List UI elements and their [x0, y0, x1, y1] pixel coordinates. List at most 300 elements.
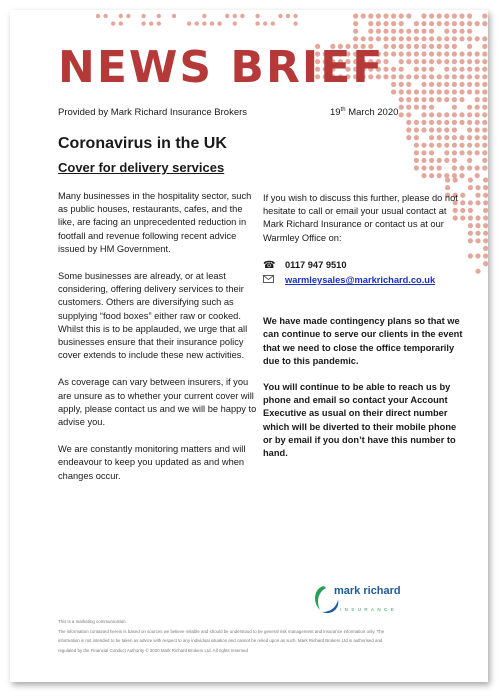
decor-dot — [421, 89, 426, 94]
decor-dot — [421, 13, 426, 18]
decor-dot — [482, 74, 487, 79]
decor-dot — [414, 51, 419, 56]
decor-dot — [421, 82, 426, 87]
decor-dot — [467, 105, 472, 110]
decor-dot — [452, 120, 457, 125]
decor-dot — [437, 97, 442, 102]
paragraph-coverage: As coverage can vary between insurers, if you are unsure as to whether your current cover will apply, please contact us and we will be happy to advise you. — [58, 377, 257, 428]
email-link[interactable]: warmleysales@markrichard.co.uk — [285, 275, 436, 286]
decor-dot — [414, 143, 419, 148]
footer-line: regulated by the Financial Conduct Authority © 2020 Mark Richard Brokers Ltd. All rights reserved — [58, 647, 248, 653]
decor-dot — [475, 74, 480, 79]
decor-dot — [391, 44, 396, 49]
decor-dot — [414, 44, 419, 49]
decor-dot — [111, 21, 115, 25]
decor-dot — [421, 150, 426, 155]
decor-dot — [421, 44, 426, 49]
decor-dot — [414, 74, 419, 79]
decor-dot — [475, 231, 480, 236]
decor-dot — [421, 21, 426, 26]
decor-dot — [286, 14, 290, 18]
decor-dot — [421, 36, 426, 41]
decor-dot — [96, 14, 100, 18]
reach-us-notice: You will continue to be able to reach us by phone and email so contact your Account Executive as usual on their direct number which will be diverted to their mobile phone or by email if you don’t have this number to hand. — [263, 382, 457, 459]
decor-dot — [459, 112, 464, 117]
decor-dot — [483, 177, 488, 182]
decor-dot — [437, 173, 442, 178]
decor-dot — [406, 89, 411, 94]
decor-dot — [391, 67, 396, 72]
decor-dot — [444, 97, 449, 102]
decor-dot — [459, 67, 464, 72]
decor-dot — [482, 105, 487, 110]
decor-dot — [459, 13, 464, 18]
phone-number[interactable]: 0117 947 9510 — [285, 259, 347, 270]
decor-dot — [452, 82, 457, 87]
decor-dot — [210, 21, 214, 25]
decor-dot — [444, 89, 449, 94]
decor-dot — [429, 36, 434, 41]
decor-dot — [444, 51, 449, 56]
decor-dot — [429, 89, 434, 94]
decor-dot — [157, 14, 161, 18]
decor-dot — [406, 59, 411, 64]
decor-dot — [467, 165, 472, 170]
decor-dot — [483, 261, 488, 266]
decor-dot — [429, 120, 434, 125]
decor-dot — [368, 21, 373, 26]
decor-dot — [475, 59, 480, 64]
decor-dot — [429, 74, 434, 79]
decor-dot — [429, 105, 434, 110]
decor-dot — [414, 120, 419, 125]
decor-dot — [482, 44, 487, 49]
decor-dot — [468, 215, 473, 220]
decor-dot — [437, 112, 442, 117]
decor-dot — [406, 36, 411, 41]
decor-dot — [452, 105, 457, 110]
issue-date: 19th March 2020 — [330, 107, 399, 119]
decor-dot — [429, 51, 434, 56]
decor-dot — [482, 59, 487, 64]
decor-dot — [421, 173, 426, 178]
decor-dot — [391, 82, 396, 87]
decor-dot — [391, 36, 396, 41]
decor-dot — [437, 158, 442, 163]
decor-dot — [399, 112, 404, 117]
decor-dot — [467, 89, 472, 94]
decor-dot — [437, 36, 442, 41]
decor-dot — [429, 127, 434, 132]
decor-dot — [406, 44, 411, 49]
decor-dot — [475, 105, 480, 110]
decor-dot — [482, 150, 487, 155]
decor-dot — [437, 82, 442, 87]
decor-dot — [483, 231, 488, 236]
decor-dot — [421, 74, 426, 79]
decor-dot — [482, 165, 487, 170]
decor-dot — [406, 29, 411, 34]
decor-dot — [406, 74, 411, 79]
decor-dot — [444, 59, 449, 64]
logo-wordmark: mark richard — [334, 585, 401, 597]
decor-dot — [361, 36, 366, 41]
decor-dot — [157, 21, 161, 25]
decor-dot — [482, 82, 487, 87]
decor-dot — [376, 36, 381, 41]
decor-dot — [467, 143, 472, 148]
decor-dot — [483, 253, 488, 258]
decor-dot — [399, 74, 404, 79]
decor-dot — [406, 97, 411, 102]
decor-dot — [429, 21, 434, 26]
decor-dot — [467, 67, 472, 72]
decor-dot — [467, 13, 472, 18]
decor-dot — [475, 269, 480, 274]
decor-dot — [406, 13, 411, 18]
decor-dot — [399, 67, 404, 72]
decor-dot — [399, 13, 404, 18]
decor-dot — [459, 74, 464, 79]
decor-dot — [437, 21, 442, 26]
decor-dot — [467, 44, 472, 49]
decor-dot — [368, 13, 373, 18]
subheadline: Cover for delivery services — [58, 160, 225, 175]
left-column — [58, 190, 258, 497]
decor-dot — [414, 29, 419, 34]
decor-dot — [421, 127, 426, 132]
logo-subtitle: INSURANCE — [340, 607, 398, 612]
decor-dot — [452, 13, 457, 18]
decor-dot — [271, 21, 275, 25]
decor-dot — [429, 158, 434, 163]
decor-dot — [141, 21, 145, 25]
decor-dot — [444, 82, 449, 87]
phone-row — [263, 259, 463, 272]
decor-dot — [429, 135, 434, 140]
decor-dot — [126, 14, 130, 18]
decor-dot — [468, 208, 473, 213]
decor-dot — [391, 13, 396, 18]
decor-dot — [475, 82, 480, 87]
decor-dot — [383, 13, 388, 18]
decor-dot — [475, 200, 480, 205]
decor-dot — [475, 120, 480, 125]
decor-dot — [444, 44, 449, 49]
decor-dot — [119, 21, 123, 25]
decor-dot — [149, 21, 153, 25]
decor-dot — [187, 21, 191, 25]
decor-dot — [172, 14, 176, 18]
decor-dot — [444, 158, 449, 163]
decor-dot — [421, 97, 426, 102]
decor-dot — [482, 97, 487, 102]
decor-dot — [429, 143, 434, 148]
decor-dot — [414, 127, 419, 132]
decor-dot — [452, 74, 457, 79]
decor-dot — [452, 21, 457, 26]
decor-dot — [452, 89, 457, 94]
decor-dot — [444, 29, 449, 34]
decor-dot — [475, 112, 480, 117]
decor-dot — [482, 89, 487, 94]
decor-dot — [468, 231, 473, 236]
decor-dot — [406, 135, 411, 140]
decor-dot — [368, 36, 373, 41]
decor-dot — [459, 165, 464, 170]
decor-dot — [468, 185, 473, 190]
decor-dot — [475, 173, 480, 178]
contingency-notice: We have made contingency plans so that we can continue to serve our clients in the event that we need to close the office temporarily due to this pandemic. — [263, 316, 463, 366]
decor-dot — [467, 29, 472, 34]
decor-dot — [399, 89, 404, 94]
decor-dot — [444, 120, 449, 125]
decor-dot — [475, 21, 480, 26]
decor-dot — [406, 112, 411, 117]
decor-dot — [421, 143, 426, 148]
email-row — [263, 274, 463, 287]
decor-dot — [437, 135, 442, 140]
decor-dot — [399, 97, 404, 102]
contact-intro: If you wish to discuss this further, please do not hesitate to call or email your usual contact at Mark Richard Insurance or contact us at our Warmley Office on: — [263, 193, 458, 243]
decor-dot — [452, 135, 457, 140]
decor-dot — [459, 150, 464, 155]
decor-dot — [475, 238, 480, 243]
decor-dot — [119, 14, 123, 18]
decor-dot — [452, 127, 457, 132]
decor-dot — [217, 21, 221, 25]
decor-dot — [263, 21, 267, 25]
right-column — [263, 192, 463, 460]
decor-dot — [452, 173, 457, 178]
decor-dot — [459, 82, 464, 87]
decor-dot — [383, 21, 388, 26]
decor-dot — [414, 150, 419, 155]
decor-dot — [225, 14, 229, 18]
decor-dot — [475, 89, 480, 94]
decor-dot — [475, 51, 480, 56]
decor-dot — [444, 143, 449, 148]
decor-dot — [444, 150, 449, 155]
decor-dot — [483, 193, 488, 198]
decor-dot — [467, 59, 472, 64]
decor-dot — [353, 13, 358, 18]
envelope-icon — [263, 274, 279, 287]
decor-dot — [255, 14, 259, 18]
headline: Coronavirus in the UK — [58, 135, 227, 152]
decor-dot — [444, 112, 449, 117]
decor-dot — [445, 185, 450, 190]
decor-dot — [482, 158, 487, 163]
decor-dot — [467, 120, 472, 125]
paragraph-monitoring: We are constantly monitoring matters and will endeavour to keep you updated as and when changes occur. — [58, 444, 246, 481]
decor-dot — [459, 173, 464, 178]
decor-dot — [414, 36, 419, 41]
decor-dot — [383, 29, 388, 34]
decor-dot — [444, 74, 449, 79]
decor-dot — [376, 29, 381, 34]
decor-dot — [361, 13, 366, 18]
decor-dot — [482, 67, 487, 72]
decor-dot — [475, 165, 480, 170]
decor-dot — [459, 89, 464, 94]
decor-dot — [429, 44, 434, 49]
decor-dot — [293, 14, 297, 18]
decor-dot — [429, 173, 434, 178]
decor-dot — [421, 67, 426, 72]
decor-dot — [468, 223, 473, 228]
decor-dot — [444, 67, 449, 72]
decor-dot — [482, 127, 487, 132]
decor-dot — [475, 150, 480, 155]
decor-dot — [202, 14, 206, 18]
decor-dot — [421, 158, 426, 163]
decor-dot — [391, 21, 396, 26]
decor-dot — [468, 177, 473, 182]
decor-dot — [452, 165, 457, 170]
decor-dot — [399, 82, 404, 87]
decor-dot — [468, 238, 473, 243]
decor-dot — [475, 135, 480, 140]
decor-dot — [399, 44, 404, 49]
decor-dot — [452, 143, 457, 148]
decor-dot — [353, 29, 358, 34]
decor-dot — [406, 105, 411, 110]
decor-dot — [429, 165, 434, 170]
decor-dot — [429, 82, 434, 87]
decor-dot — [475, 127, 480, 132]
decor-dot — [240, 14, 244, 18]
decor-dot — [202, 21, 206, 25]
decor-dot — [482, 21, 487, 26]
decor-dot — [391, 51, 396, 56]
footer-line: This is a marketing communication. — [58, 619, 127, 624]
decor-dot — [414, 59, 419, 64]
decor-dot — [453, 177, 458, 182]
footer-line: information is not intended to be taken as advice with respect to any individual situation and cannot be relied upon as such. Mark Richard Brokers Ltd is authorised and — [58, 638, 383, 643]
decor-dot — [429, 112, 434, 117]
decor-dot — [444, 135, 449, 140]
decor-dot — [421, 165, 426, 170]
decor-dot — [467, 135, 472, 140]
decor-dot — [467, 82, 472, 87]
decor-dot — [414, 89, 419, 94]
decor-dot — [353, 36, 358, 41]
decor-dot — [437, 143, 442, 148]
decor-dot — [391, 29, 396, 34]
decor-dot — [483, 223, 488, 228]
decor-dot — [467, 21, 472, 26]
decor-dot — [421, 29, 426, 34]
decor-dot — [475, 223, 480, 228]
decor-dot — [429, 29, 434, 34]
decor-dot — [444, 36, 449, 41]
decor-dot — [444, 13, 449, 18]
decor-dot — [406, 82, 411, 87]
decor-dot — [399, 29, 404, 34]
decor-dot — [141, 14, 145, 18]
decor-dot — [406, 51, 411, 56]
decor-dot — [414, 21, 419, 26]
decor-dot — [399, 105, 404, 110]
decor-dot — [467, 127, 472, 132]
decor-dot — [429, 97, 434, 102]
decor-dot — [195, 21, 199, 25]
decor-dot — [406, 120, 411, 125]
decor-dot — [437, 127, 442, 132]
decor-dot — [444, 127, 449, 132]
decor-dot — [467, 74, 472, 79]
decor-dot — [278, 14, 282, 18]
decor-dot — [437, 74, 442, 79]
decor-dot — [255, 21, 259, 25]
decor-dot — [468, 253, 473, 258]
decor-dot — [444, 173, 449, 178]
decor-dot — [468, 200, 473, 205]
footer-line: The information contained herein is based on sources we believe reliable and should be understood to be general risk management and insurance information only. The — [58, 628, 385, 634]
decor-dot — [482, 51, 487, 56]
decor-dot — [353, 21, 358, 26]
decor-dot — [452, 51, 457, 56]
decor-dot — [399, 36, 404, 41]
decor-dot — [376, 13, 381, 18]
decor-dot — [482, 36, 487, 41]
decor-dot — [467, 112, 472, 117]
footer-disclaimer — [58, 617, 468, 655]
telephone-icon: ☎ — [263, 259, 276, 271]
decor-dot — [475, 253, 480, 258]
decor-dot — [391, 74, 396, 79]
paragraph-delivery: Some businesses are already, or at least considering, offering delivery services to their customers. Others are diversifying such as supplying “food boxes” either raw or cooked. Whilst this is to be applauded, we urge that all businesses ensure that their insurance policy cover extends to include these new activities. — [58, 271, 248, 361]
decor-dot — [452, 150, 457, 155]
decor-dot — [437, 59, 442, 64]
decor-dot — [429, 150, 434, 155]
decor-dot — [233, 21, 237, 25]
decor-dot — [452, 112, 457, 117]
decor-dot — [399, 59, 404, 64]
decor-dot — [452, 36, 457, 41]
paragraph-hospitality: Many businesses in the hospitality sector, such as public houses, restaurants, cafes, and the like, are facing an unprecedented reduction in footfall and revenue following recent advice issued by HM Government. — [58, 191, 252, 254]
decor-dot — [429, 67, 434, 72]
decor-dot — [293, 21, 297, 25]
decor-dot — [103, 14, 107, 18]
decor-dot — [391, 89, 396, 94]
decor-dot — [467, 150, 472, 155]
decor-dot — [414, 158, 419, 163]
decor-dot — [429, 59, 434, 64]
decor-dot — [482, 13, 487, 18]
decor-dot — [475, 215, 480, 220]
decor-dot — [459, 97, 464, 102]
news-brief-page — [10, 10, 488, 682]
decor-dot — [233, 14, 237, 18]
decor-dot — [459, 51, 464, 56]
decor-dot — [406, 127, 411, 132]
decor-dot — [452, 67, 457, 72]
decor-dot — [467, 51, 472, 56]
decor-dot — [414, 97, 419, 102]
decor-dot — [421, 120, 426, 125]
decor-dot — [475, 143, 480, 148]
decor-dot — [467, 158, 472, 163]
decor-dot — [459, 135, 464, 140]
decor-dot — [452, 158, 457, 163]
decor-dot — [383, 36, 388, 41]
decor-dot — [452, 29, 457, 34]
decor-dot — [483, 200, 488, 205]
decor-dot — [467, 36, 472, 41]
decor-dot — [437, 44, 442, 49]
